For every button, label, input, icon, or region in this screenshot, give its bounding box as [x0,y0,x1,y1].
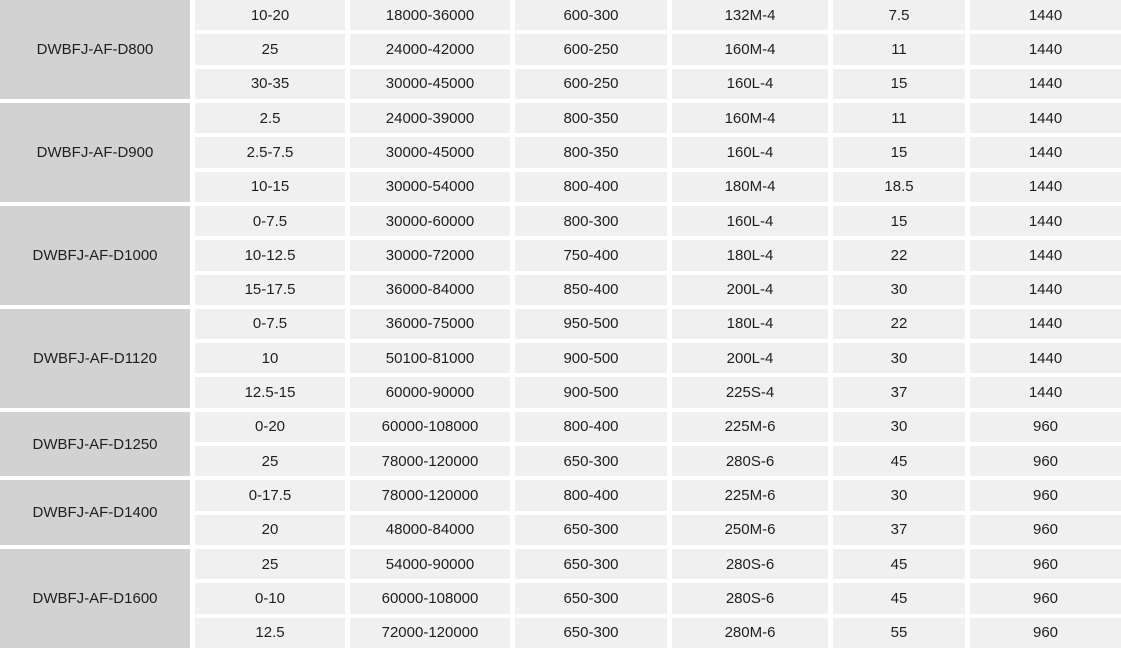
spec-cell: 1440 [970,0,1121,30]
spec-cell: 10 [195,343,345,373]
spec-cell: 650-300 [515,583,667,613]
spec-cell: 37 [833,377,965,407]
spec-cell: 25 [195,549,345,579]
spec-cell: 160L-4 [672,206,828,236]
spec-cell: 750-400 [515,240,667,270]
spec-cell: 15 [833,137,965,167]
spec-cell: 37 [833,515,965,545]
spec-cell: 12.5 [195,618,345,648]
spec-cell: 10-20 [195,0,345,30]
spec-cell: 30 [833,412,965,442]
spec-cell: 30000-60000 [350,206,510,236]
spec-cell: 60000-90000 [350,377,510,407]
spec-cell: 2.5 [195,103,345,133]
spec-cell: 0-20 [195,412,345,442]
spec-cell: 950-500 [515,309,667,339]
spec-cell: 25 [195,34,345,64]
spec-cell: 15 [833,69,965,99]
spec-cell: 800-400 [515,172,667,202]
spec-cell: 30 [833,343,965,373]
spec-cell: 180L-4 [672,309,828,339]
spec-cell: 18000-36000 [350,0,510,30]
spec-cell: 800-400 [515,480,667,510]
spec-cell: 30000-45000 [350,69,510,99]
spec-cell: 1440 [970,275,1121,305]
spec-cell: 225M-6 [672,480,828,510]
spec-cell: 36000-75000 [350,309,510,339]
spec-cell: 12.5-15 [195,377,345,407]
spec-cell: 18.5 [833,172,965,202]
spec-cell: 54000-90000 [350,549,510,579]
spec-cell: 1440 [970,137,1121,167]
spec-cell: 10-15 [195,172,345,202]
spec-cell: 960 [970,618,1121,648]
spec-cell: 0-7.5 [195,206,345,236]
spec-cell: 650-300 [515,549,667,579]
spec-cell: 900-500 [515,377,667,407]
model-cell: DWBFJ-AF-D1250 [0,412,190,477]
spec-cell: 72000-120000 [350,618,510,648]
spec-cell: 650-300 [515,515,667,545]
spec-cell: 600-300 [515,0,667,30]
spec-cell: 45 [833,583,965,613]
spec-cell: 200L-4 [672,275,828,305]
spec-cell: 800-300 [515,206,667,236]
spec-cell: 200L-4 [672,343,828,373]
spec-cell: 1440 [970,172,1121,202]
spec-cell: 160L-4 [672,69,828,99]
spec-cell: 160L-4 [672,137,828,167]
spec-cell: 0-7.5 [195,309,345,339]
spec-cell: 280M-6 [672,618,828,648]
spec-cell: 25 [195,446,345,476]
spec-cell: 960 [970,446,1121,476]
spec-cell: 15 [833,206,965,236]
spec-cell: 180L-4 [672,240,828,270]
spec-cell: 1440 [970,309,1121,339]
spec-cell: 22 [833,309,965,339]
model-cell: DWBFJ-AF-D900 [0,103,190,202]
spec-cell: 1440 [970,34,1121,64]
spec-cell: 800-400 [515,412,667,442]
spec-cell: 960 [970,412,1121,442]
spec-cell: 1440 [970,240,1121,270]
spec-cell: 1440 [970,377,1121,407]
spec-cell: 30 [833,480,965,510]
spec-cell: 15-17.5 [195,275,345,305]
model-cell: DWBFJ-AF-D1120 [0,309,190,408]
spec-cell: 36000-84000 [350,275,510,305]
spec-cell: 30 [833,275,965,305]
spec-cell: 960 [970,583,1121,613]
spec-cell: 800-350 [515,103,667,133]
spec-cell: 50100-81000 [350,343,510,373]
spec-cell: 30000-45000 [350,137,510,167]
spec-cell: 30000-72000 [350,240,510,270]
spec-cell: 11 [833,103,965,133]
spec-cell: 650-300 [515,618,667,648]
spec-cell: 600-250 [515,34,667,64]
spec-cell: 1440 [970,69,1121,99]
spec-cell: 132M-4 [672,0,828,30]
spec-cell: 48000-84000 [350,515,510,545]
spec-cell: 11 [833,34,965,64]
spec-cell: 55 [833,618,965,648]
spec-cell: 960 [970,549,1121,579]
spec-cell: 600-250 [515,69,667,99]
spec-cell: 280S-6 [672,549,828,579]
spec-cell: 2.5-7.5 [195,137,345,167]
spec-cell: 1440 [970,206,1121,236]
model-cell: DWBFJ-AF-D800 [0,0,190,99]
spec-cell: 160M-4 [672,34,828,64]
spec-cell: 24000-42000 [350,34,510,64]
model-cell: DWBFJ-AF-D1000 [0,206,190,305]
spec-cell: 7.5 [833,0,965,30]
spec-cell: 850-400 [515,275,667,305]
spec-cell: 20 [195,515,345,545]
spec-cell: 800-350 [515,137,667,167]
spec-cell: 45 [833,549,965,579]
spec-cell: 78000-120000 [350,446,510,476]
spec-cell: 60000-108000 [350,412,510,442]
spec-cell: 1440 [970,103,1121,133]
spec-cell: 960 [970,515,1121,545]
spec-cell: 160M-4 [672,103,828,133]
spec-cell: 24000-39000 [350,103,510,133]
model-cell: DWBFJ-AF-D1600 [0,549,190,648]
spec-cell: 22 [833,240,965,270]
spec-cell: 45 [833,446,965,476]
spec-cell: 250M-6 [672,515,828,545]
spec-cell: 78000-120000 [350,480,510,510]
spec-cell: 1440 [970,343,1121,373]
spec-cell: 960 [970,480,1121,510]
spec-cell: 225S-4 [672,377,828,407]
spec-cell: 225M-6 [672,412,828,442]
spec-cell: 180M-4 [672,172,828,202]
spec-cell: 650-300 [515,446,667,476]
spec-cell: 280S-6 [672,583,828,613]
spec-cell: 0-17.5 [195,480,345,510]
spec-cell: 900-500 [515,343,667,373]
spec-cell: 280S-6 [672,446,828,476]
spec-cell: 10-12.5 [195,240,345,270]
spec-cell: 30-35 [195,69,345,99]
model-cell: DWBFJ-AF-D1400 [0,480,190,545]
spec-cell: 60000-108000 [350,583,510,613]
spec-cell: 0-10 [195,583,345,613]
spec-cell: 30000-54000 [350,172,510,202]
